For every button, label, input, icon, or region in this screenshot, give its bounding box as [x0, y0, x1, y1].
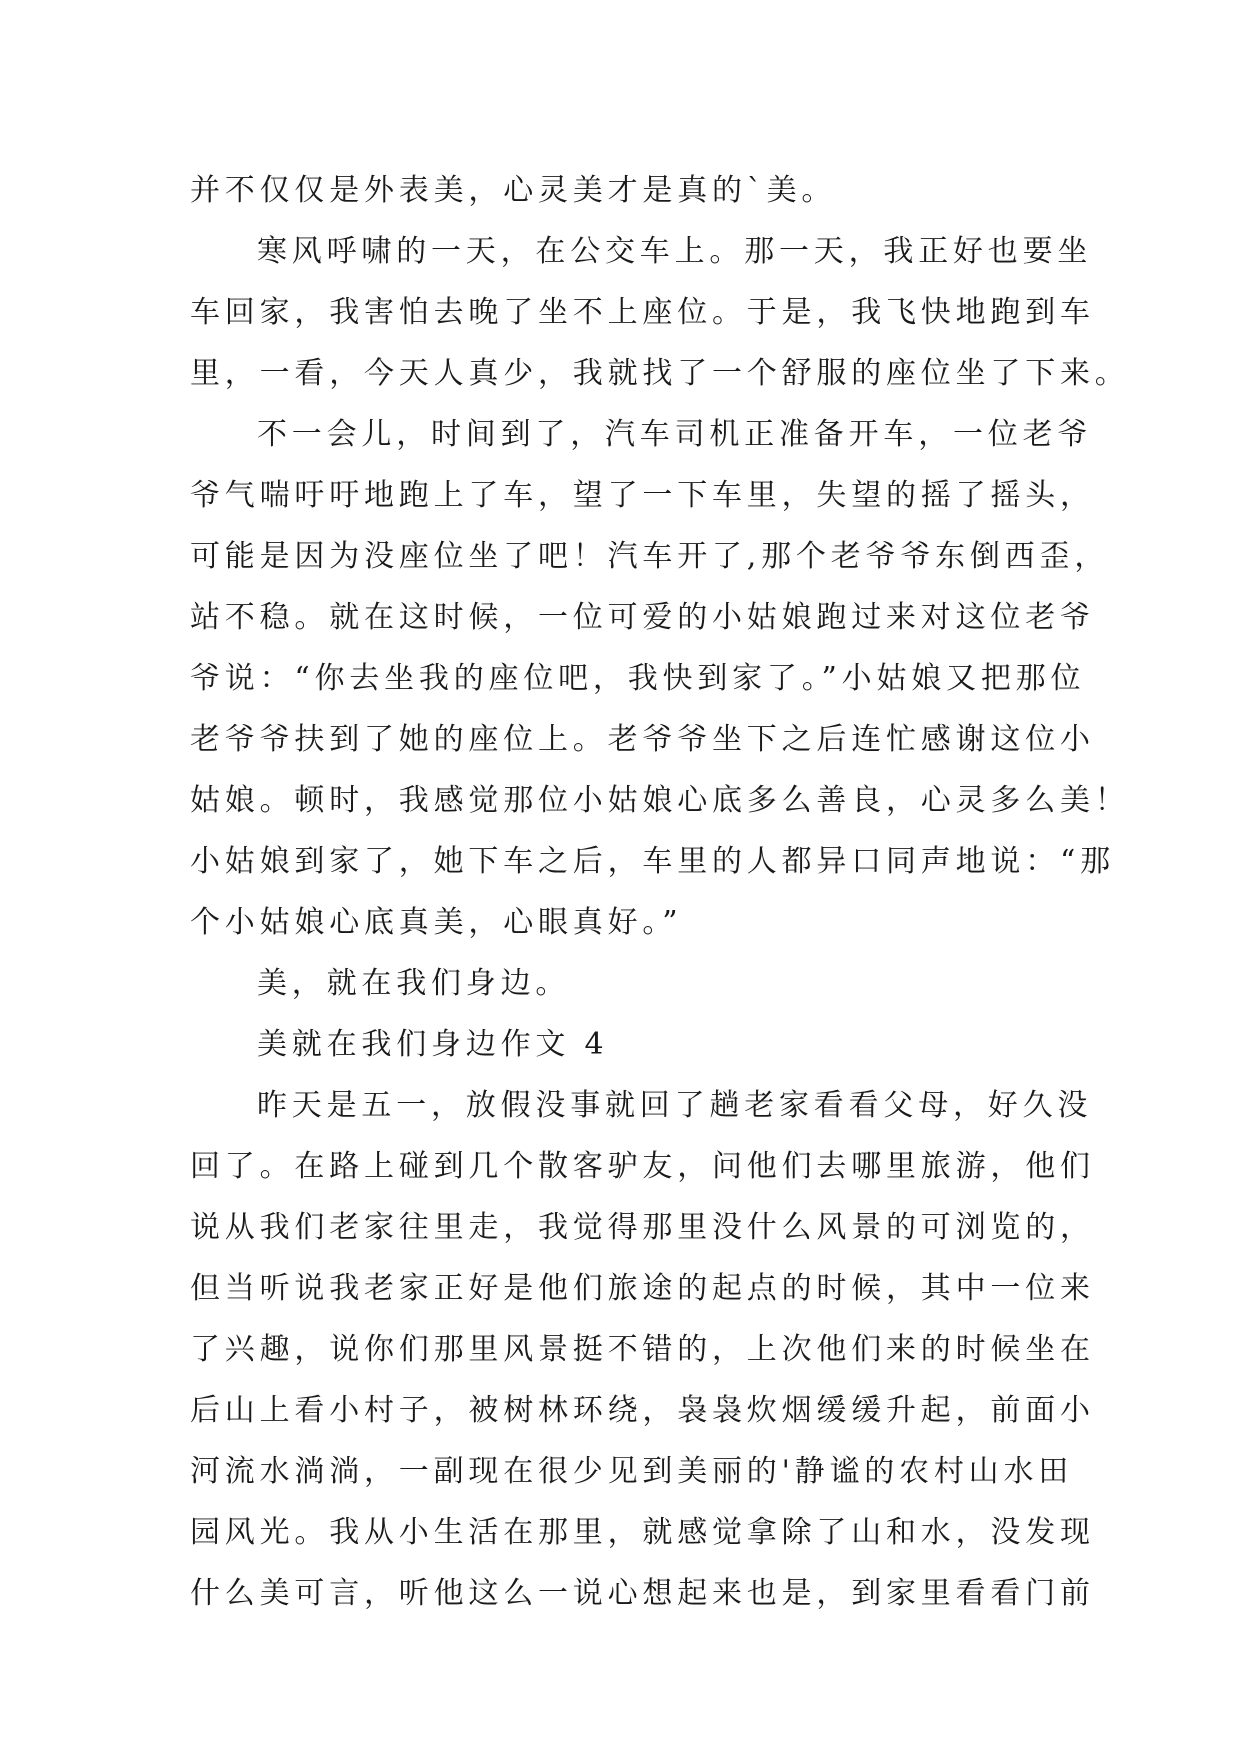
- text-line: 后山上看小村子，被树林环绕，袅袅炊烟缓缓升起，前面小: [190, 1393, 1095, 1428]
- text-line: 爷说：“你去坐我的座位吧，我快到家了。”小姑娘又把那位: [190, 661, 1086, 696]
- text-line: 但当听说我老家正好是他们旅途的起点的时候，其中一位来: [190, 1271, 1095, 1306]
- text-line: 说从我们老家往里走，我觉得那里没什么风景的可浏览的，: [190, 1210, 1095, 1245]
- text-line: 车回家，我害怕去晚了坐不上座位。于是，我飞快地跑到车: [190, 295, 1095, 330]
- text-line: 里，一看，今天人真少，我就找了一个舒服的座位坐了下来。: [190, 356, 1130, 391]
- text-line: 河流水淌淌，一副现在很少见到美丽的'静谧的农村山水田: [190, 1454, 1074, 1489]
- text-line: 回了。在路上碰到几个散客驴友，问他们去哪里旅游，他们: [190, 1149, 1095, 1184]
- text-line: 了兴趣，说你们那里风景挺不错的，上次他们来的时候坐在: [190, 1332, 1095, 1367]
- paragraph-start: 寒风呼啸的一天，在公交车上。那一天，我正好也要坐: [257, 234, 1093, 269]
- text-line: 园风光。我从小生活在那里，就感觉拿除了山和水，没发现: [190, 1515, 1095, 1550]
- text-line: 爷气喘吁吁地跑上了车，望了一下车里，失望的摇了摇头，: [190, 478, 1095, 513]
- text-line: 站不稳。就在这时候，一位可爱的小姑娘跑过来对这位老爷: [190, 600, 1095, 635]
- text-line: 老爷爷扶到了她的座位上。老爷爷坐下之后连忙感谢这位小: [190, 722, 1095, 757]
- document-body: [190, 160, 1130, 1624]
- text-line: 小姑娘到家了，她下车之后，车里的人都异口同声地说：“那: [190, 844, 1115, 879]
- paragraph-start: 不一会儿，时间到了，汽车司机正准备开车，一位老爷: [257, 417, 1093, 452]
- paragraph-start: 昨天是五一，放假没事就回了趟老家看看父母，好久没: [257, 1088, 1093, 1123]
- text-line: 什么美可言，听他这么一说心想起来也是，到家里看看门前: [190, 1576, 1095, 1611]
- text-line: 姑娘。顿时，我感觉那位小姑娘心底多么善良，心灵多么美！: [190, 783, 1130, 818]
- text-line: 并不仅仅是外表美，心灵美才是真的`美。: [190, 173, 837, 208]
- text-line: 个小姑娘心底真美，心眼真好。”: [190, 905, 683, 940]
- paragraph-start: 美，就在我们身边。: [257, 966, 571, 1001]
- section-heading: 美就在我们身边作文 4: [257, 1027, 609, 1062]
- text-line: 可能是因为没座位坐了吧！汽车开了,那个老爷爷东倒西歪，: [190, 539, 1110, 574]
